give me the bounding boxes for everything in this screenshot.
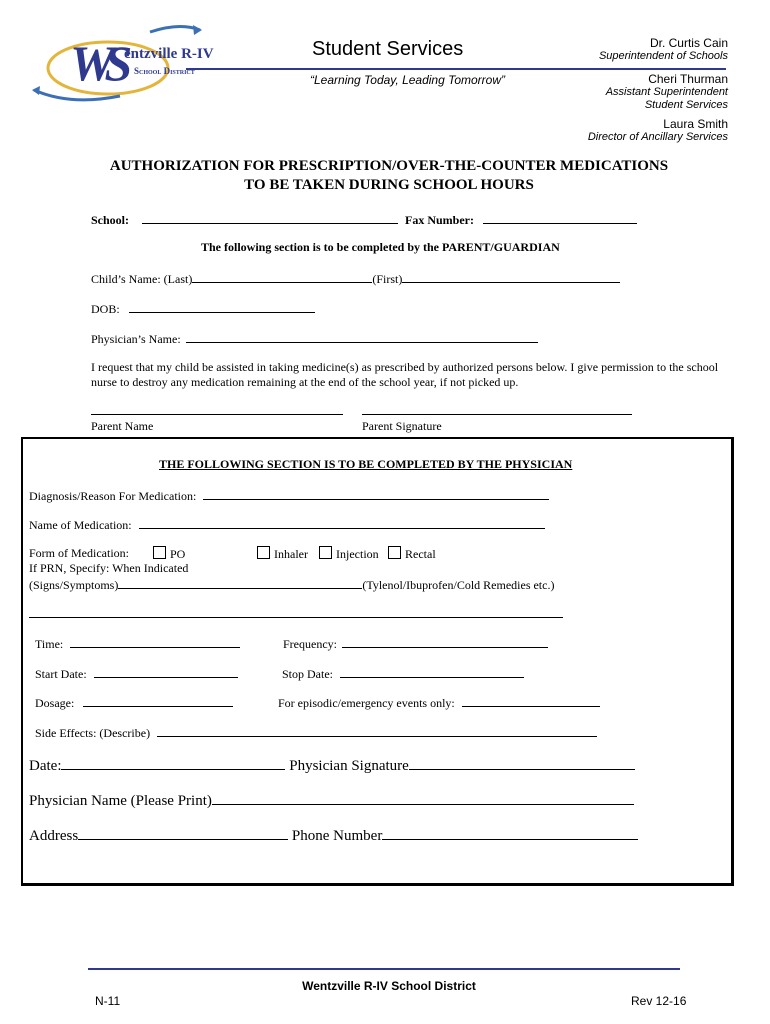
address-phone-row: [29, 824, 638, 845]
option-po[interactable]: [153, 546, 185, 562]
school-field[interactable]: [142, 211, 398, 224]
physician-name-row: [91, 330, 538, 347]
date-field[interactable]: [61, 754, 285, 770]
logo-letters: WS: [70, 35, 123, 91]
rectal-label: Rectal: [405, 547, 436, 561]
child-name-row: [91, 270, 620, 287]
page-title: Student Services: [312, 38, 464, 60]
parent-section-heading: The following section is to be completed by the PARENT/GUARDIAN: [201, 240, 560, 254]
physician-name-label: Physician’s Name:: [91, 332, 181, 346]
po-label: PO: [170, 547, 186, 561]
school-label: School:: [91, 213, 130, 227]
examples-text: (Tylenol/Ibuprofen/Cold Remedies etc.): [362, 578, 555, 592]
dosage-row: [35, 694, 233, 711]
staff-role: Director of Ancillary Services: [587, 131, 728, 143]
date-label: Date:: [29, 758, 62, 774]
revision: Rev 12-16: [631, 994, 687, 1008]
parent-name-label: Parent Name: [91, 419, 154, 433]
injection-checkbox[interactable]: [319, 546, 332, 559]
stop-date-label: Stop Date:: [282, 667, 333, 681]
physician-name-field[interactable]: [186, 330, 538, 343]
parent-name-line[interactable]: [91, 414, 343, 415]
dob-field[interactable]: [129, 300, 315, 313]
staff-role: Assistant Superintendent: [605, 86, 728, 98]
option-inhaler[interactable]: [257, 546, 308, 562]
start-date-row: [35, 665, 238, 682]
child-last-name-field[interactable]: [192, 270, 372, 283]
side-effects-label: Side Effects: (Describe): [35, 726, 151, 740]
phone-field[interactable]: [382, 824, 638, 840]
stop-date-row: [282, 665, 524, 682]
physician-signature-field[interactable]: [409, 754, 635, 770]
logo-subname: School District: [134, 66, 195, 76]
address-label: Address: [29, 828, 79, 844]
form-title-line2: TO BE TAKEN DURING SCHOOL HOURS: [244, 177, 534, 193]
signs-label: (Signs/Symptoms): [29, 578, 119, 592]
dob-label: DOB:: [91, 302, 120, 316]
extra-line[interactable]: [29, 617, 563, 618]
print-name-label: Physician Name (Please Print): [29, 793, 212, 809]
parent-signature-line[interactable]: [362, 414, 632, 415]
form-title: [0, 157, 770, 195]
staff-list: [588, 36, 728, 144]
signs-field[interactable]: [118, 576, 362, 589]
dob-row: [91, 300, 315, 317]
side-effects-field[interactable]: [157, 724, 597, 737]
prn-label: If PRN, Specify: When Indicated: [29, 561, 189, 575]
staff-role: Superintendent of Schools: [598, 50, 728, 62]
form-code: N-11: [95, 994, 121, 1008]
time-field[interactable]: [70, 635, 240, 648]
form-title-line1: AUTHORIZATION FOR PRESCRIPTION/OVER-THE-COUNTER MEDICATIONS: [109, 158, 669, 174]
child-name-label: Child’s Name: (Last): [91, 272, 193, 286]
diagnosis-field[interactable]: [203, 487, 549, 500]
physician-section: [21, 437, 734, 886]
signs-row: [29, 576, 554, 593]
dosage-label: Dosage:: [35, 696, 75, 710]
medication-name-row: [29, 516, 545, 533]
first-name-label: (First): [372, 272, 403, 286]
inhaler-checkbox[interactable]: [257, 546, 270, 559]
dosage-field[interactable]: [83, 694, 233, 707]
episodic-row: [278, 694, 600, 711]
district-logo: [30, 20, 230, 104]
frequency-field[interactable]: [342, 635, 548, 648]
staff-name: Laura Smith: [663, 117, 728, 131]
consent-text: I request that my child be assisted in taking medicine(s) as prescribed by authorized persons below. I give permission to the school nurse to destroy any medication remaining at the end of the school year, if not picked up.: [91, 360, 719, 389]
time-label: Time:: [35, 637, 64, 651]
staff-name: Dr. Curtis Cain: [649, 36, 728, 50]
date-signature-row: [29, 754, 635, 775]
option-rectal[interactable]: [388, 546, 436, 562]
side-effects-row: [35, 724, 597, 741]
episodic-label: For episodic/emergency events only:: [278, 696, 455, 710]
phone-label: Phone Number: [291, 828, 383, 844]
physician-signature-label: Physician Signature: [289, 758, 409, 774]
medication-name-field[interactable]: [139, 516, 545, 529]
inhaler-label: Inhaler: [274, 547, 308, 561]
physician-section-heading: THE FOLLOWING SECTION IS TO BE COMPLETED BY THE PHYSICIAN: [159, 457, 573, 471]
stop-date-field[interactable]: [340, 665, 524, 678]
print-name-field[interactable]: [212, 789, 634, 805]
diagnosis-label: Diagnosis/Reason For Medication:: [29, 489, 197, 503]
staff-role: Student Services: [644, 99, 728, 111]
staff-name: Cheri Thurman: [648, 72, 728, 86]
medication-name-label: Name of Medication:: [29, 518, 132, 532]
time-row: [35, 635, 240, 652]
logo-name: entzville R-IV: [124, 46, 214, 62]
parent-signature-label: Parent Signature: [362, 419, 442, 433]
fax-label: Fax Number:: [405, 213, 475, 227]
frequency-label: Frequency:: [283, 637, 337, 651]
child-first-name-field[interactable]: [402, 270, 620, 283]
address-field[interactable]: [78, 824, 288, 840]
footer-district: Wentzville R-IV School District: [302, 979, 476, 993]
footer-rule: [88, 968, 680, 970]
diagnosis-row: [29, 487, 549, 504]
print-name-row: [29, 789, 634, 810]
start-date-label: Start Date:: [35, 667, 87, 681]
injection-label: Injection: [336, 547, 379, 561]
rectal-checkbox[interactable]: [388, 546, 401, 559]
start-date-field[interactable]: [94, 665, 238, 678]
option-injection[interactable]: [319, 546, 379, 562]
medication-form-label: Form of Medication:: [29, 546, 129, 560]
episodic-field[interactable]: [462, 694, 600, 707]
frequency-row: [283, 635, 548, 652]
tagline: “Learning Today, Leading Tomorrow”: [310, 73, 506, 87]
po-checkbox[interactable]: [153, 546, 166, 559]
fax-field[interactable]: [483, 211, 637, 224]
school-row: [91, 211, 637, 228]
